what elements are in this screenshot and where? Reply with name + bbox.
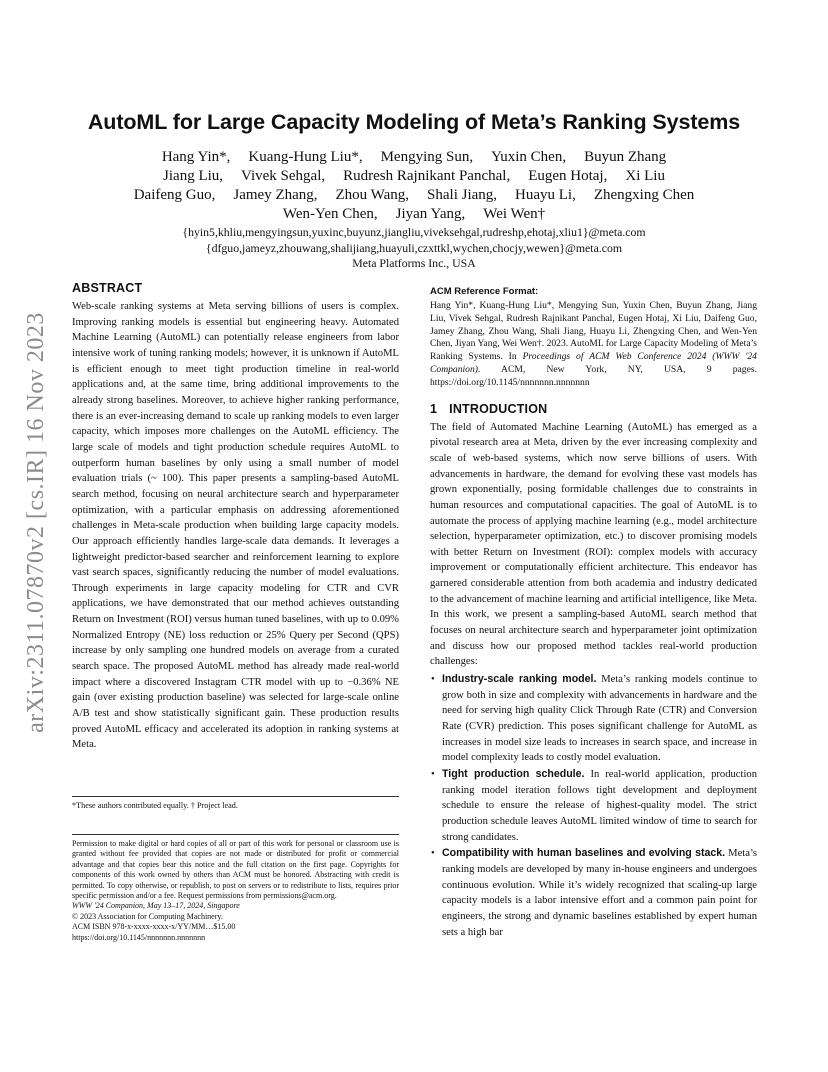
paper-title: AutoML for Large Capacity Modeling of Meta’s Ranking Systems: [87, 110, 741, 134]
permission-rule: [72, 834, 399, 835]
permission-block: [72, 839, 399, 943]
author-name: Hang Yin*,: [161, 149, 231, 165]
abstract-text: Web-scale ranking systems at Meta serving billions of users is complex. Improving ranking models is essential but engineering heavy. Automated Machine Learning (AutoML) can potentially release engineers from labor intensive work of tuning ranking models; however, it is unknown if AutoML is efficient enough to meet tight production timeline in real-world applications and, at the same time, bring additional improvements to the already strong baselines. Moreover, to achieve higher ranking performance, there is an ever-increasing demand to scale up ranking models to even larger capacity, which imposes more challenges on the AutoML efficiency. The large scale of models and tight production schedule requires AutoML to outperform human baselines by only using a small number of model evaluation trials (~ 100). This paper presents a sampling-based AutoML search method, focusing on neural architecture search and hyperparameter optimization, with a particular emphasis on addressing aforementioned challenges in Meta-scale production when building large capacity models. Our approach efficiently handles large-scale data demands. It leverages a lightweight predictor-based searcher and reinforcement learning to explore vast search spaces, significantly reducing the number of model evaluations. Through experiments in large capacity modeling for CTR and CVR applications, we have demonstrated that our method achieves outstanding Return on Investment (ROI) versus human tuned baselines, with up to 0.09% Normalized Entropy (NE) loss reduction or 25% Query per Second (QPS) increase by only sampling one hundred models on average from a curated search space. The proposed AutoML method has already made real-world impact where a discovered Instagram CTR model with up to −0.36% NE gain (over existing production baseline) was selected for large-scale online A/B test and show statistically significant gain. These production results proved AutoML efficacy and accelerated its adoption in ranking systems at Meta.: [72, 301, 399, 751]
footnote: *These authors contributed equally. † Project lead.: [72, 801, 238, 810]
author-emails: [80, 225, 748, 272]
bullet-title: Industry-scale ranking model.: [442, 673, 597, 686]
list-item: [430, 767, 757, 845]
affiliation: Meta Platforms Inc., USA: [352, 256, 476, 270]
section-title: INTRODUCTION: [449, 401, 548, 416]
bullet-title: Compatibility with human baselines and evolving stack.: [442, 847, 726, 860]
bullet-title: Tight production schedule.: [442, 768, 585, 781]
email-line: {dfguo,jameyz,zhouwang,shalijiang,huayuli,czxttkl,wychen,chocjy,wewen}@meta.com: [205, 240, 623, 255]
list-item: [430, 672, 757, 766]
author-name: Yuxin Chen,: [491, 149, 567, 165]
author-name: Wen-Yen Chen,: [282, 206, 378, 222]
bullet-icon: •: [431, 674, 435, 686]
author-name: Huayu Li,: [515, 187, 576, 203]
bullet-text: Meta’s ranking models are developed by many in-house engineers and undergoes continuous evolution. While it’s widely recognized that scaling-up large capacity models is a labor intensive effort and a common pain point for engineers, the strong and dynamic baselines established by expert human sets a high bar: [442, 848, 758, 938]
copyright-line: © 2023 Association for Computing Machinery.: [72, 911, 223, 921]
arxiv-identifier: arXiv:2311.07870v2 [cs.IR] 16 Nov 2023: [22, 311, 49, 733]
author-line: [80, 186, 748, 205]
author-name: Zhengxing Chen: [593, 187, 695, 203]
footnote-rule: [72, 796, 399, 797]
challenge-list: [430, 672, 757, 940]
author-line: [80, 148, 748, 167]
author-name: Wei Wen†: [483, 206, 546, 222]
author-name: Xi Liu: [625, 168, 665, 184]
author-name: Kuang-Hung Liu*,: [248, 149, 363, 165]
author-list: [80, 148, 748, 224]
introduction-heading: [430, 402, 757, 416]
author-name: Mengying Sun,: [380, 149, 474, 165]
right-column: [430, 286, 757, 941]
bullet-icon: •: [431, 769, 435, 781]
bullet-text: In real-world application, production ranking model iteration follows tight development and deployment schedule to ensure the release of highest-quality model. The strict production schedule leaves AutoML limited window of time to search for strong candidates.: [442, 769, 757, 843]
author-name: Vivek Sehgal,: [241, 168, 326, 184]
doi-line: https://doi.org/10.1145/nnnnnnn.nnnnnnn: [72, 932, 206, 942]
introduction-text: The field of Automated Machine Learning (AutoML) has emerged as a pivotal research area at Meta, driven by the ever increasing complexity and scale of web-based systems, which now serve billions of users. With advancements in hardware, the demand for evolving these vast models has grown exponentially, posing formidable challenges due to constraints in human resources and computational capacities. The goal of AutoML is to automate the process of applying machine learning (e.g., model architecture selection, hyperparameter optimization, etc.) to discover promising models with better Return on Investment (ROI): complex models with accuracy improvement or computationally efficient architecture. This endeavor has garnered considerable attention from both academia and industry dedicated to the advancement of machine learning and artificial intelligence, like Meta. In this work, we present a sampling-based AutoML search method that focuses on neural architecture search and hyperparameter joint optimization and discuss how our proposed method tackles real-world production challenges:: [430, 421, 757, 668]
author-name: Jamey Zhang,: [233, 187, 318, 203]
author-name: Eugen Hotaj,: [528, 168, 608, 184]
isbn-line: ACM ISBN 978-x-xxxx-xxxx-x/YY/MM…$15.00: [72, 922, 236, 932]
arxiv-watermark: [16, 292, 56, 752]
bullet-text: Meta’s ranking models continue to grow both in size and complexity with advancements in hardware and the need for serving high quality Click Through Rate (CTR) and Conversion Rate (CVR) prediction. This poses significant challenge for AutoML as increases in model size leads to increases in search space, and increase in model complexity leads to costly model evaluation.: [442, 674, 757, 764]
author-name: Jiyan Yang,: [395, 206, 466, 222]
author-name: Zhou Wang,: [335, 187, 410, 203]
email-line: {hyin5,khliu,mengyingsun,yuxinc,buyunz,jiangliu,viveksehgal,rudreshp,ehotaj,xliu1}@meta.com: [182, 225, 646, 239]
section-number: 1: [430, 401, 438, 416]
author-name: Rudresh Rajnikant Panchal,: [343, 168, 511, 184]
author-name: Jiang Liu,: [163, 168, 224, 184]
bullet-icon: •: [431, 848, 435, 860]
permission-text: Permission to make digital or hard copies of all or part of this work for personal or classroom use is granted without fee provided that copies are not made or distributed for profit or commercial advantage and that copies bear this notice and the full citation on the first page. Copyrights for components of this work owned by others than ACM must be honored. Abstracting with credit is permitted. To copy otherwise, or republish, to post on servers or to redistribute to lists, requires prior specific permission and/or a fee. Request permissions from permissions@acm.org.: [72, 839, 399, 901]
author-line: [80, 205, 748, 224]
acm-reference-heading: ACM Reference Format:: [430, 286, 539, 297]
author-line: [80, 167, 748, 186]
left-column: [72, 281, 399, 753]
author-name: Buyun Zhang: [584, 149, 667, 165]
abstract-heading: ABSTRACT: [72, 281, 143, 295]
author-name: Shali Jiang,: [427, 187, 498, 203]
author-name: Daifeng Guo,: [133, 187, 216, 203]
venue-line: WWW '24 Companion, May 13–17, 2024, Singapore: [72, 901, 240, 911]
list-item: [430, 846, 757, 940]
acm-reference-text: Hang Yin*, Kuang-Hung Liu*, Mengying Sun, Yuxin Chen, Buyun Zhang, Jiang Liu, Vivek Sehgal, Rudresh Rajnikant Panchal, Eugen Hotaj, Xi Liu, Daifeng Guo, Jamey Zhang, Zhou Wang, Shali Jiang, Huayu Li, Zhengxing Chen, and Wen-Yen Chen, Jiyan Yang, Wei Wen†. 2023. AutoML for Large Capacity Modeling of Meta’s Ranking Systems. In Proceedings of ACM Web Conference 2024 (WWW '24 Companion). ACM, New York, NY, USA, 9 pages. https://doi.org/10.1145/nnnnnnn.nnnnnnn: [430, 300, 757, 388]
